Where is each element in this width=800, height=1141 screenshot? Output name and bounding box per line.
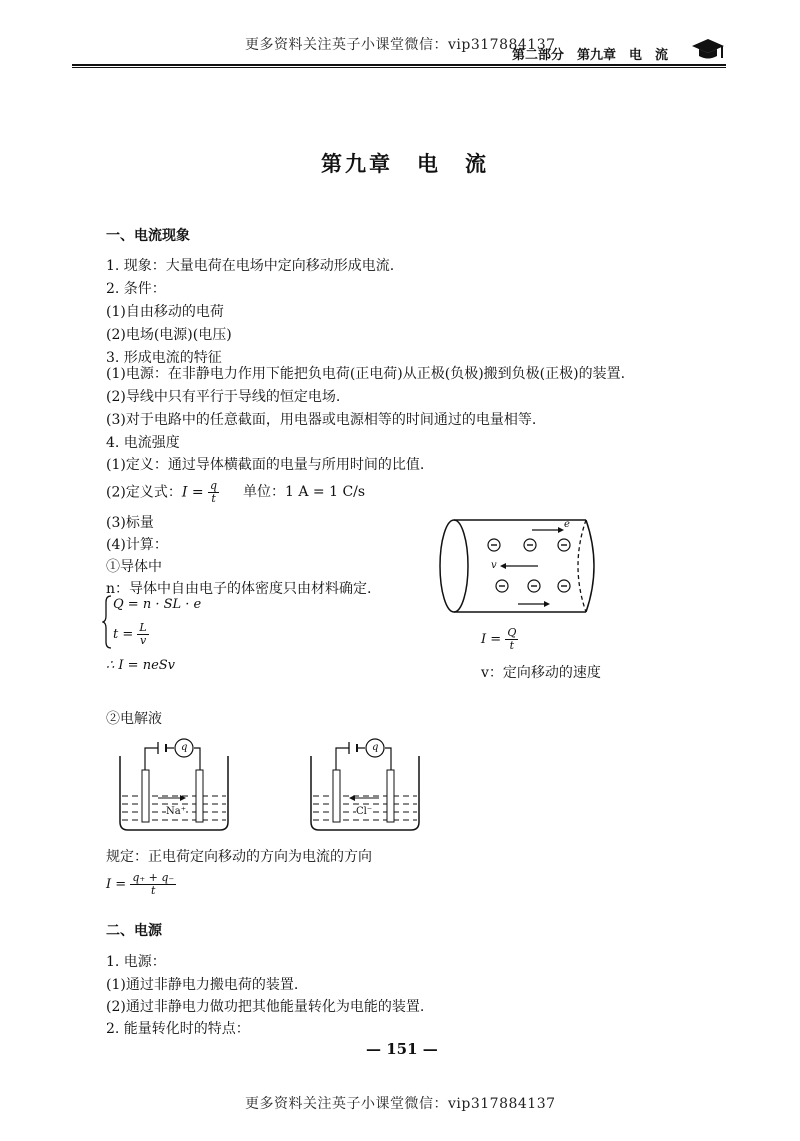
running-header: 第二部分 第九章 电 流 (512, 48, 669, 63)
text-line: (4)计算： (106, 537, 168, 553)
equation-result: ∴ I = neSv (106, 658, 176, 673)
definition-formula (106, 480, 219, 505)
ion-label-cl: Cl⁻ (356, 806, 373, 817)
text-line: (1)定义：通过导体横截面的电量与所用时间的比值. (106, 457, 425, 473)
header-rule (72, 64, 726, 66)
electrolyte-cell-right (305, 734, 425, 834)
fraction-denominator: t (509, 639, 515, 652)
graduation-cap-icon (690, 34, 726, 62)
fraction-numerator: L (139, 621, 147, 634)
text-line: n：导体中自由电子的体密度只由材料确定. (106, 581, 372, 597)
text-line: 规定：正电荷定向移动的方向为电流的方向 (106, 849, 372, 865)
fraction-numerator: Q (507, 626, 517, 639)
fraction-numerator: q₊ + q₋ (132, 871, 175, 884)
brace-symbol (102, 594, 112, 650)
conductor-diagram (436, 512, 608, 620)
section-heading: 二、电源 (106, 923, 162, 939)
text-line: (1)通过非静电力搬电荷的装置. (106, 977, 299, 993)
page-number: — 151 — (366, 1040, 438, 1058)
meter-label: q (181, 742, 188, 753)
text-line: (2)通过非静电力做功把其他能量转化为电能的装置. (106, 999, 425, 1015)
text-line: 2. 条件： (106, 281, 166, 297)
fraction-denominator: t (211, 492, 216, 505)
header-rule-thin (72, 67, 726, 68)
unit-text: 单位：1 A = 1 C/s (243, 484, 366, 500)
watermark-bottom: 更多资料关注英子小课堂微信：vip317884137 (245, 1096, 556, 1112)
formula-lhs: I = (106, 877, 127, 892)
ion-label-na: Na⁺ (166, 806, 186, 817)
text-line: 3. 形成电流的特征 (106, 350, 222, 366)
fraction (208, 480, 219, 505)
label-v: v (491, 560, 497, 571)
watermark-top: 更多资料关注英子小课堂微信：vip317884137 (245, 37, 556, 53)
fraction (505, 627, 518, 652)
equation-lhs: t = (113, 627, 134, 642)
fraction-numerator: q (210, 479, 218, 492)
text-line: (3)标量 (106, 515, 154, 531)
equation-t (113, 622, 149, 647)
text-line: (2)电场(电源)(电压) (106, 327, 232, 343)
chapter-title: 第九章 电 流 (321, 152, 489, 176)
figure-current-formula (481, 627, 518, 652)
fraction-denominator: v (139, 634, 147, 647)
equation-q: Q = n · SL · e (113, 597, 202, 612)
formula-prefix: (2)定义式： (106, 484, 182, 501)
fraction (137, 622, 148, 647)
velocity-note: v：定向移动的速度 (481, 665, 601, 681)
text-line: (1)自由移动的电荷 (106, 304, 224, 320)
fraction (130, 872, 176, 897)
formula-lhs: I = (481, 632, 502, 647)
sum-formula (106, 872, 176, 897)
text-line: ①导体中 (106, 559, 162, 575)
text-line: 2. 能量转化时的特点： (106, 1021, 250, 1037)
text-line: (3)对于电路中的任意截面，用电器或电源相等的时间通过的电量相等. (106, 412, 537, 428)
electrolyte-cell-left (114, 734, 234, 834)
section-heading: 一、电流现象 (106, 228, 190, 244)
formula-lhs: I = (181, 484, 204, 501)
text-line: 1. 电源： (106, 954, 166, 970)
text-line: (2)导线中只有平行于导线的恒定电场. (106, 389, 341, 405)
label-e: e (564, 519, 570, 530)
text-line: 1. 现象：大量电荷在电场中定向移动形成电流. (106, 258, 395, 274)
text-line: (1)电源：在非静电力作用下能把负电荷(正电荷)从正极(负极)搬到负极(正极)的装置. (106, 366, 626, 382)
text-line: ②电解液 (106, 711, 162, 727)
fraction-denominator: t (151, 884, 156, 897)
text-line: 4. 电流强度 (106, 435, 180, 451)
meter-label: q (372, 742, 379, 753)
